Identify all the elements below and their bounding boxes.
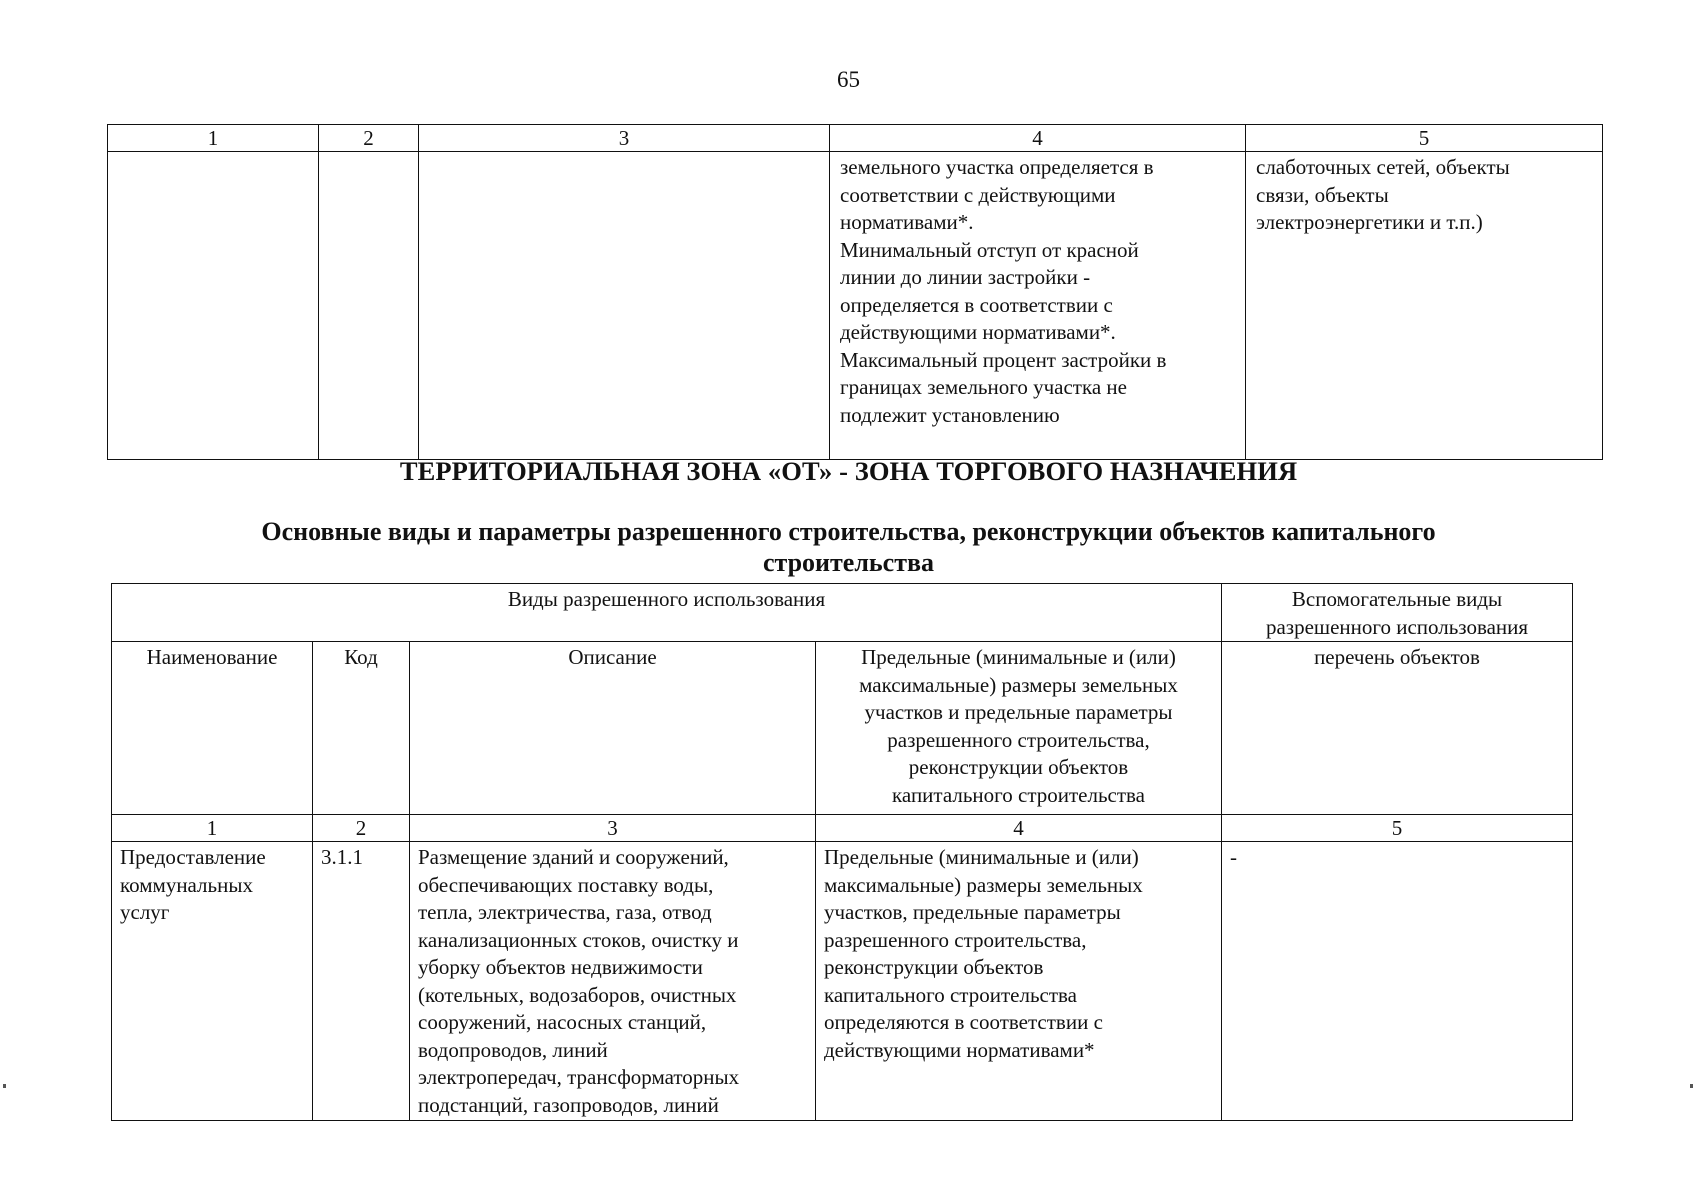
- text-line: слаботочных сетей, объекты: [1256, 155, 1510, 179]
- text-line: обеспечивающих поставку воды,: [418, 872, 714, 897]
- header-limits: [816, 642, 1222, 815]
- text-line: земельного участка определяется в: [840, 155, 1154, 179]
- text-line: разрешенного строительства,: [887, 727, 1150, 752]
- cell-name: [108, 152, 319, 460]
- page-number: 65: [837, 67, 860, 92]
- text-line: капитального строительства: [824, 982, 1077, 1007]
- text-line: коммунальных: [120, 872, 253, 897]
- text-line: Минимальный отступ от красной: [840, 237, 1139, 262]
- text-line: услуг: [120, 900, 170, 924]
- text-line: сооружений, насосных станций,: [418, 1010, 707, 1034]
- group-header: Виды разрешенного использования: [112, 584, 1222, 642]
- text-line: электроэнергетики и т.п.): [1256, 210, 1483, 234]
- column-number: 5: [1246, 125, 1603, 152]
- aux-header: [1222, 584, 1573, 642]
- text-line: капитального строительства: [892, 782, 1145, 807]
- text-line: тепла, электричества, газа, отвод: [418, 900, 712, 924]
- text-line: реконструкции объектов: [824, 955, 1044, 979]
- text-line: канализационных стоков, очистку и: [418, 927, 739, 952]
- text-line: разрешенного использования: [1265, 614, 1529, 639]
- group-header-row: [112, 584, 1573, 642]
- column-number: 3: [419, 125, 830, 152]
- cell-code: 3.1.1: [313, 842, 410, 1121]
- cell-description: [419, 152, 830, 460]
- text-line: Предельные (минимальные и (или): [861, 645, 1176, 669]
- text-line: определяется в соответствии с: [840, 292, 1113, 317]
- header-name: Наименование: [112, 642, 313, 815]
- text-line: разрешенного строительства,: [824, 927, 1087, 952]
- text-line: границах земельного участка не: [840, 375, 1127, 399]
- column-header-row: [112, 642, 1573, 815]
- scan-edge-mark: [3, 1084, 6, 1088]
- column-number-row: [112, 815, 1573, 842]
- text-line: нормативами*.: [840, 210, 974, 234]
- text-line: Предельные (минимальные и (или): [824, 845, 1139, 869]
- column-number: 1: [108, 125, 319, 152]
- column-number: 4: [830, 125, 1246, 152]
- text-line: Вспомогательные виды: [1291, 587, 1503, 611]
- header-code: Код: [313, 642, 410, 815]
- cell-name: [112, 842, 313, 1121]
- header-description: Описание: [410, 642, 816, 815]
- column-number: 4: [816, 815, 1222, 842]
- text-line: действующими нормативами*.: [840, 320, 1116, 344]
- text-line: максимальные) размеры земельных: [824, 872, 1143, 897]
- column-number: 5: [1222, 815, 1573, 842]
- permitted-use-table: [111, 583, 1573, 1121]
- text-line: определяются в соответствии с: [824, 1010, 1103, 1034]
- column-number: 3: [410, 815, 816, 842]
- column-number: 2: [313, 815, 410, 842]
- cell-description: [410, 842, 816, 1121]
- continuation-table: [107, 124, 1603, 460]
- table-row: [108, 152, 1603, 460]
- cell-limits: [830, 152, 1246, 460]
- scan-edge-mark: [1690, 1084, 1693, 1088]
- section-title-line: строительства: [762, 548, 935, 577]
- text-line: линии до линии застройки -: [840, 265, 1091, 289]
- column-number: 1: [112, 815, 313, 842]
- cell-objects: [1246, 152, 1603, 460]
- zone-title: ТЕРРИТОРИАЛЬНАЯ ЗОНА «ОТ» - ЗОНА ТОРГОВОГО НАЗНАЧЕНИЯ: [399, 456, 1298, 486]
- text-line: Размещение зданий и сооружений,: [418, 845, 729, 869]
- table-row: [112, 842, 1573, 1121]
- text-line: реконструкции объектов: [908, 755, 1129, 779]
- text-line: уборку объектов недвижимости: [418, 955, 703, 979]
- text-line: соответствии с действующими: [840, 182, 1116, 207]
- text-line: подлежит установлению: [840, 402, 1060, 427]
- text-line: водопроводов, линий: [418, 1037, 608, 1062]
- cell-objects: -: [1222, 842, 1573, 1121]
- header-objects: перечень объектов: [1222, 642, 1573, 815]
- text-line: участков, предельные параметры: [824, 900, 1121, 924]
- text-line: подстанций, газопроводов, линий: [418, 1092, 719, 1117]
- text-line: участков и предельные параметры: [864, 700, 1173, 724]
- column-number: 2: [319, 125, 419, 152]
- text-line: максимальные) размеры земельных: [859, 672, 1178, 697]
- text-line: связи, объекты: [1256, 182, 1389, 207]
- cell-limits: [816, 842, 1222, 1121]
- text-line: Максимальный процент застройки в: [840, 347, 1167, 372]
- text-line: Предоставление: [120, 845, 266, 869]
- text-line: действующими нормативами*: [824, 1037, 1095, 1062]
- section-title: [150, 516, 1547, 578]
- column-number-row: [108, 125, 1603, 152]
- cell-code: [319, 152, 419, 460]
- text-line: электропередач, трансформаторных: [418, 1065, 740, 1089]
- section-title-line: Основные виды и параметры разрешенного строительства, реконструкции объектов капитального: [261, 517, 1436, 546]
- text-line: (котельных, водозаборов, очистных: [418, 982, 737, 1007]
